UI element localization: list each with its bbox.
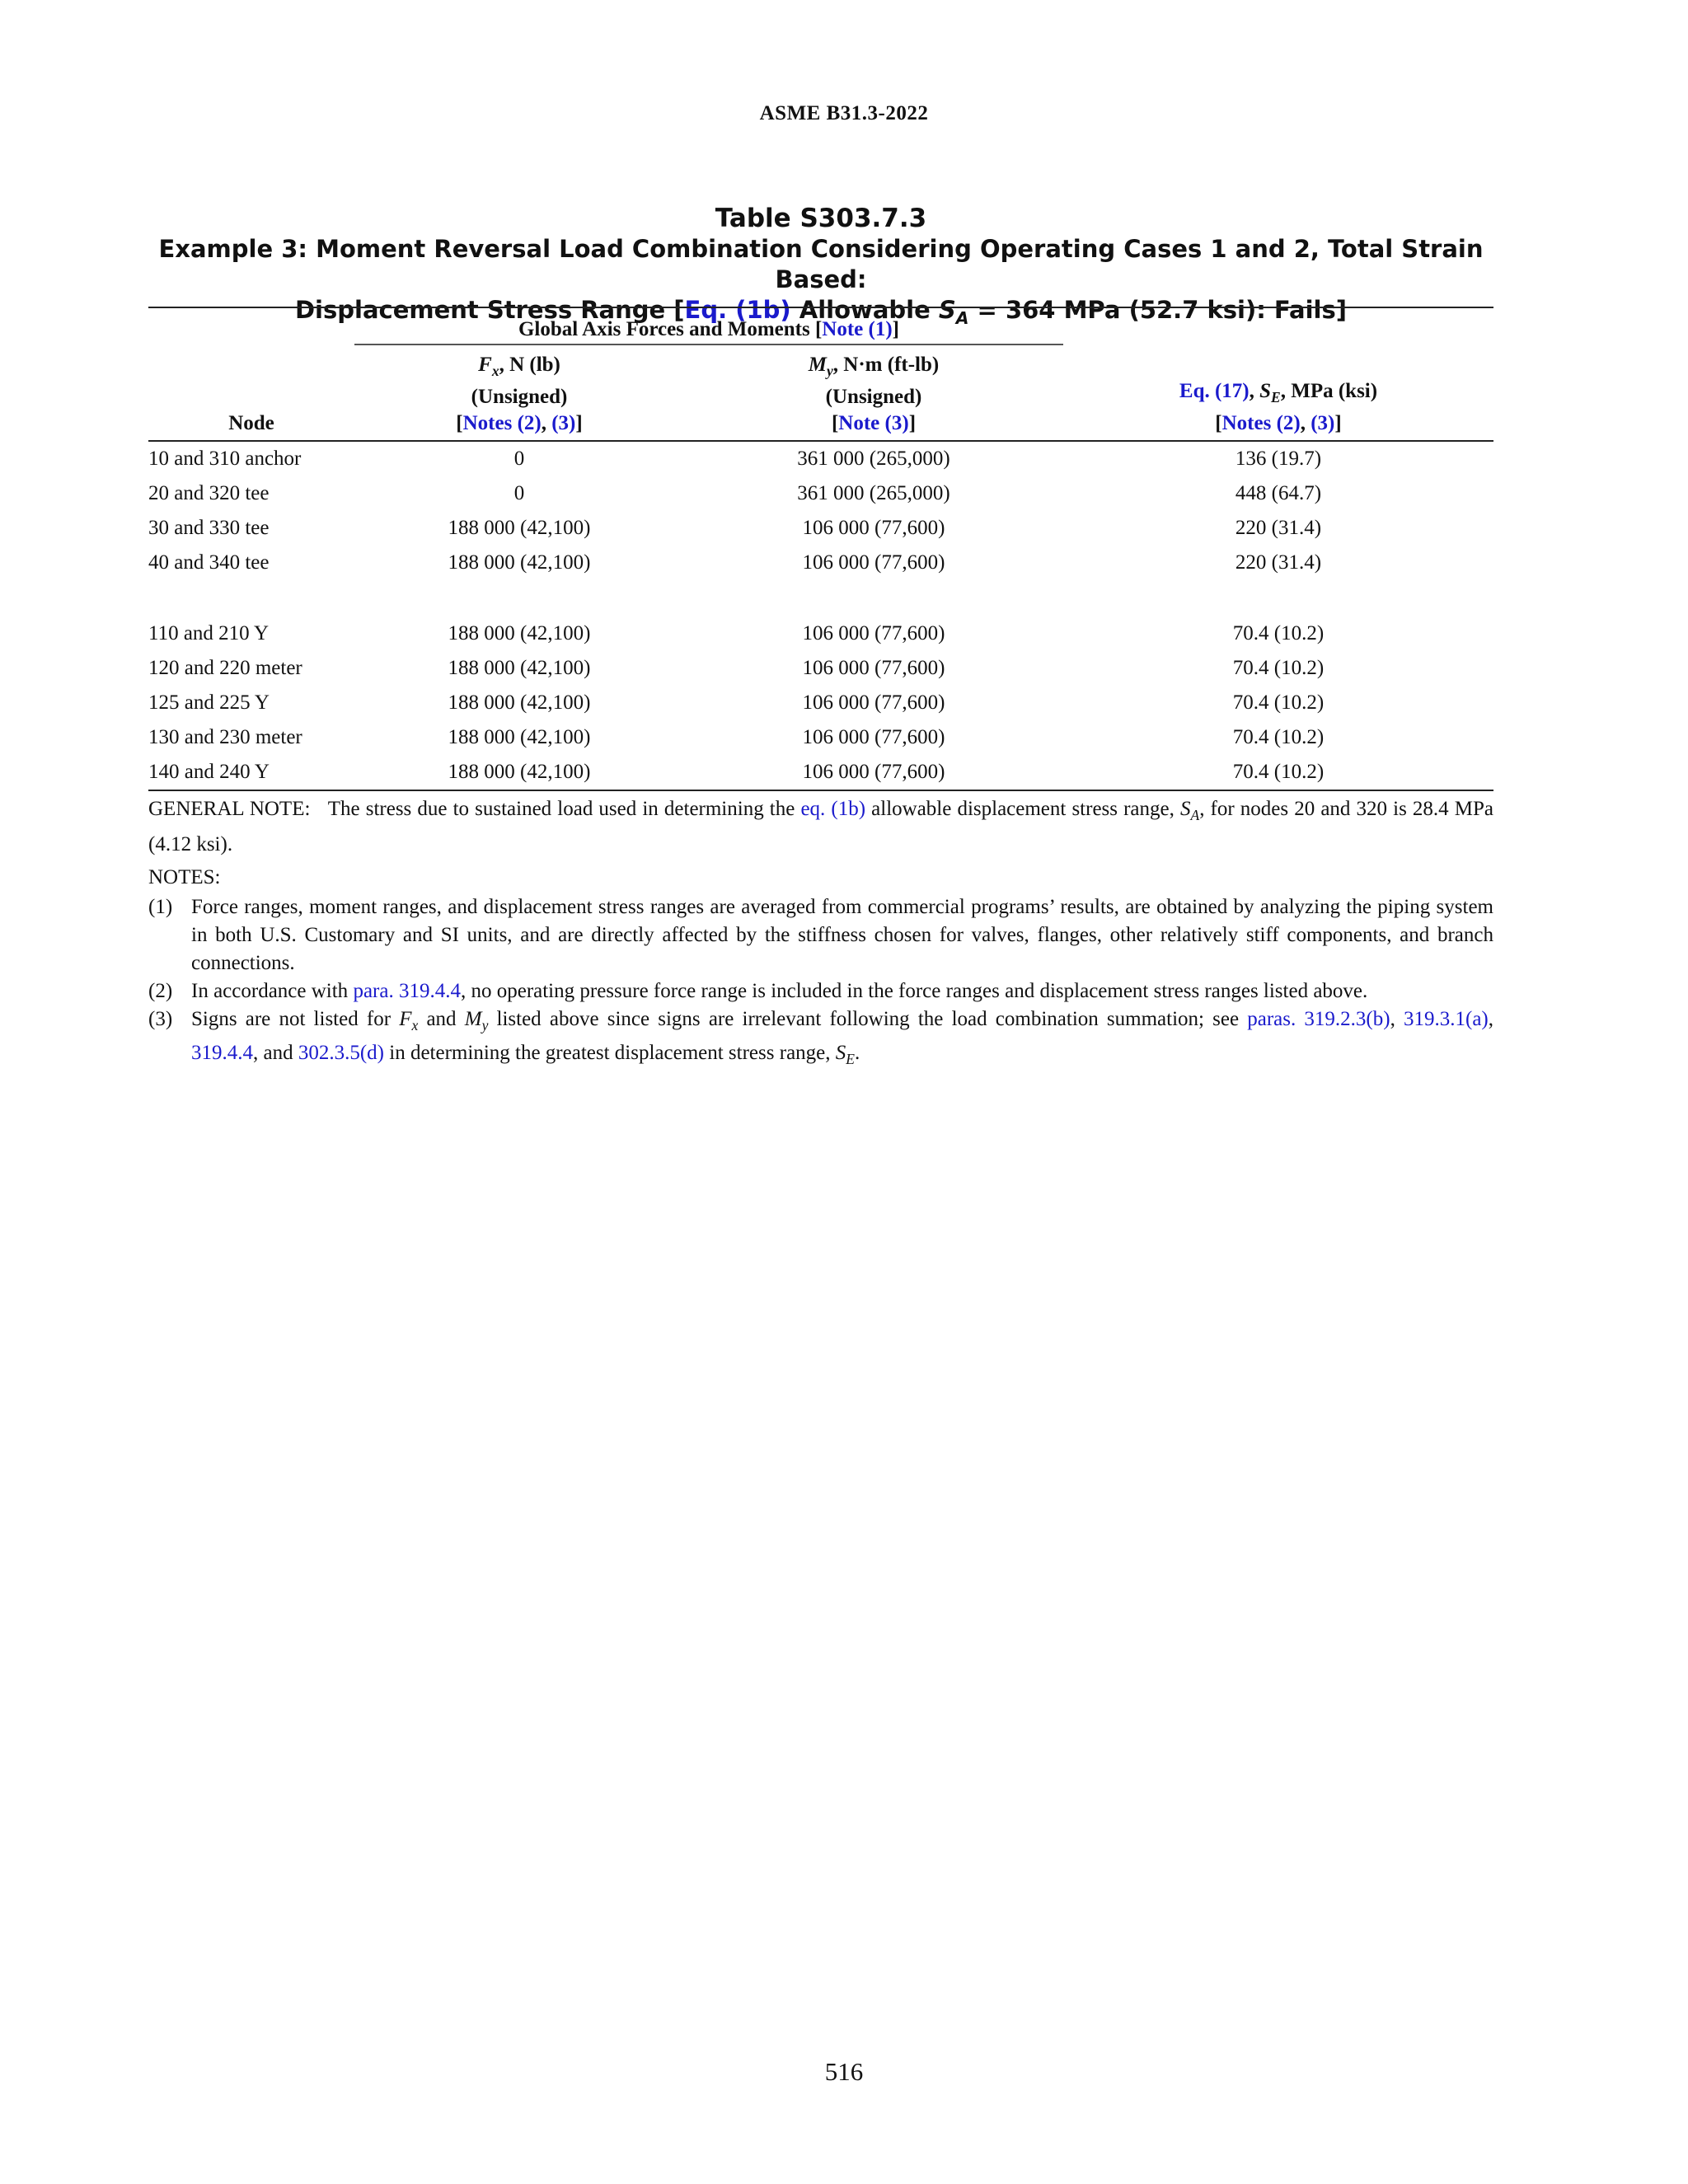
- para-319-3-1a-link[interactable]: 319.3.1(a): [1404, 1008, 1489, 1030]
- table-row: 10 and 310 anchor 0 361 000 (265,000) 136 (19.7): [148, 448, 1322, 470]
- paras-319-2-3b-link[interactable]: paras. 319.2.3(b): [1247, 1008, 1390, 1030]
- eq-1b-link-note[interactable]: eq. (1b): [800, 798, 866, 820]
- group-header: Global Axis Forces and Moments [Note (1)]: [354, 315, 1063, 344]
- table-row: 125 and 225 Y 188 000 (42,100) 106 000 (77,600) 70.4 (10.2): [148, 691, 1325, 714]
- table-row: 40 and 340 tee 188 000 (42,100) 106 000 (77,600) 220 (31.4): [148, 551, 1322, 574]
- data-table: [148, 307, 1493, 791]
- notes-3-link[interactable]: (3): [1311, 412, 1335, 434]
- general-note: GENERAL NOTE: The stress due to sustained load used in determining the eq. (1b) allowable displacement stress range, $S_A$, for nodes 20 and 320 is 28.4 MPa (4.12 ksi).: [148, 798, 1493, 855]
- header-fx: $F_x$, N (lb) (Unsigned) [Notes (2), (3)]: [456, 354, 583, 434]
- table-row: 110 and 210 Y 188 000 (42,100) 106 000 (77,600) 70.4 (10.2): [148, 622, 1325, 644]
- note-1: (1) Force ranges, moment ranges, and displacement stress ranges are averaged from commercial programs’ results, are obtained by analyzing the piping system in both U.S. Customary and SI units, and are directly affected by the stiffness chosen for valves, flanges, other relatively stiff components, and branch connections.: [148, 896, 1493, 974]
- para-302-3-5d-link[interactable]: 302.3.5(d): [298, 1042, 385, 1064]
- page-number: 516: [824, 2057, 864, 2086]
- note-3: (3) Signs are not listed for $F_x$ and $M_y$ listed above since signs are irrelevant following the load combination summation; see paras. 319.2.3(b), 319.3.1(a), 319.4.4, and 302.3.5(d) in determining the greatest displacement stress range, $S_E$.: [148, 1008, 1493, 1067]
- table-row: 120 and 220 meter 188 000 (42,100) 106 000 (77,600) 70.4 (10.2): [148, 657, 1325, 679]
- eq-17-link[interactable]: Eq. (17): [1179, 380, 1250, 402]
- table-row: 30 and 330 tee 188 000 (42,100) 106 000 (77,600) 220 (31.4): [148, 517, 1322, 539]
- notes-title: NOTES:: [148, 866, 221, 888]
- table-spacer: [148, 580, 1493, 616]
- table-title-line-1: Example 3: Moment Reversal Load Combination Considering Operating Cases 1 and 2, Total Strain Based:: [158, 235, 1484, 293]
- header-node: Node: [228, 412, 274, 434]
- note-2: (2) In accordance with para. 319.4.4, no operating pressure force range is included in the force ranges and displacement stress ranges listed above.: [148, 980, 1368, 1002]
- header-my: $M_y$, N·m (ft-lb) (Unsigned) [Note (3)]: [808, 354, 940, 434]
- notes-section: [148, 864, 1493, 1073]
- note-1-link[interactable]: Note (1): [822, 318, 893, 340]
- table-title-line-2: Displacement Stress Range [Eq. (1b) Allowable $S_A = 364$ MPa (52.7 ksi): Fails]: [294, 296, 1347, 328]
- header-se: Eq. (17), $S_E$, MPa (ksi) [Notes (2), (3)]: [1179, 380, 1378, 434]
- table-row: 20 and 320 tee 0 361 000 (265,000) 448 (64.7): [148, 482, 1322, 504]
- notes-2-link[interactable]: Notes (2): [462, 412, 542, 434]
- para-319-4-4-link[interactable]: para. 319.4.4: [353, 980, 461, 1002]
- table-row: 130 and 230 meter 188 000 (42,100) 106 000 (77,600) 70.4 (10.2): [148, 726, 1325, 748]
- table-row: 140 and 240 Y 188 000 (42,100) 106 000 (77,600) 70.4 (10.2): [148, 761, 1325, 783]
- note-3-link[interactable]: Note (3): [838, 412, 909, 434]
- page-header: ASME B31.3-2022: [759, 102, 929, 124]
- table-number: Table S303.7.3: [715, 204, 927, 233]
- notes-3-link[interactable]: (3): [551, 412, 576, 434]
- para-319-4-4-link-2[interactable]: 319.4.4: [191, 1042, 253, 1064]
- notes-2-link[interactable]: Notes (2): [1221, 412, 1301, 434]
- eq-1b-link[interactable]: Eq. (1b): [684, 296, 791, 324]
